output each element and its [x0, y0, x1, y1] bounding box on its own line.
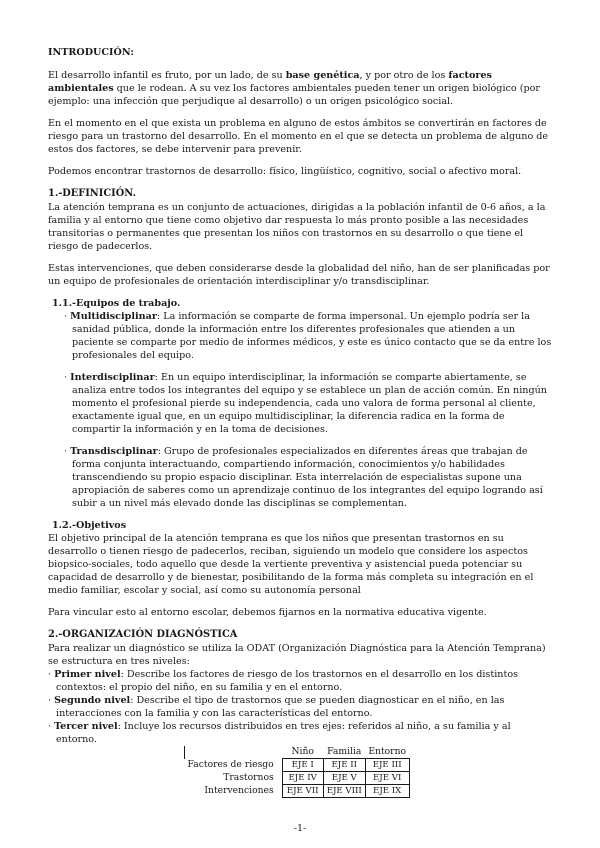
intro-paragraph-1: El desarrollo infantil es fruto, por un lado, de su base genética, y por otro de los factores ambientales que le rodean. A su vez los factores ambientales pueden tener un origen biológico (por ejemplo: una infección que perjudique al desarrollo) o un origen psicológico social. [48, 70, 540, 107]
table-cell: EJE VIII [323, 785, 365, 798]
intro-paragraph-3: Podemos encontrar trastornos de desarrollo: físico, lingüístico, cognitivo, social o afectivo moral. [48, 166, 522, 177]
table-cell: EJE IV [282, 772, 323, 785]
section-heading-organizacion: 2.-ORGANIZACIÓN DIAGNÓSTICA [48, 629, 238, 640]
list-item: · Tercer nivel: Incluye los recursos distribuidos en tres ejes: referidos al niño, a su familia y al entorno. [48, 721, 511, 745]
section-heading-definicion: 1.-DEFINICIÓN. [48, 188, 136, 199]
page-number: -1- [293, 823, 307, 834]
table-cell: EJE III [365, 759, 409, 772]
table-row [185, 759, 410, 772]
column-header: Entorno [368, 746, 407, 757]
table-cell: EJE VII [282, 785, 323, 798]
list-item: · Primer nivel: Describe los factores de riesgo de los trastornos en el desarrollo en los distintos contextos: el propio del niño, en su familia y en el entorno. [48, 669, 519, 693]
list-item: · Interdisciplinar: En un equipo interdisciplinar, la información se comparte abiertamente, se analiza entre todos los integrantes del equipo y se establece un plan de acción común. En ningún momento el profesional pierde su independencia, cada uno valora de forma personal al cliente, exactamente igual que, en un equipo multidisciplinar, la diferencia radica en la forma de compartir la información y en la toma de decisiones. [64, 372, 547, 435]
list-item: · Multidisciplinar: La información se comparte de forma impersonal. Un ejemplo podría ser la sanidad pública, donde la información entre los diferentes profesionales que atienden a un paciente se comparte por medio de informes médicos, y este es único contacto que se da entre los profesionales del equipo. [64, 311, 552, 361]
objetivos-paragraph-1: El objetivo principal de la atención temprana es que los niños que presentan trastornos en su desarrollo o tienen riesgo de padecerlos, reciban, siguiendo un modelo que considere los aspectos biopsico-sociales, todo aquello que desde la vertiente preventiva y asistencial pueda potenciar su capacidad de desarrollo y de bienestar, posibilitando de la forma más completa su integración en el medio familiar, escolar y social, así como su autonomía personal [48, 533, 534, 596]
table-header-row [185, 746, 410, 759]
table-cell: EJE VI [365, 772, 409, 785]
subsection-heading-equipos: 1.1.-Equipos de trabajo. [52, 298, 181, 309]
row-header: Factores de riesgo [187, 759, 274, 770]
document-content [48, 46, 552, 798]
list-item: · Segundo nivel: Describe el tipo de trastornos que se pueden diagnosticar en el niño, en las interacciones con la familia y con las características del entorno. [48, 695, 505, 719]
organizacion-paragraph-1: Para realizar un diagnóstico se utiliza la ODAT (Organización Diagnóstica para la Atención Temprana) se estructura en tres niveles: [48, 643, 546, 667]
row-header: Trastornos [223, 772, 274, 783]
list-item: · Transdisciplinar: Grupo de profesionales especializados en diferentes áreas que trabajan de forma conjunta interactuando, compartiendo información, conocimientos y/o habilidades transcendiendo su propio espacio disciplinar. Esta interrelación de especialistas supone una apropiación de saberes como un aprendizaje continuo de los integrantes del equipo logrando así subir a un nivel más elevado donde las disciplinas se complementan. [64, 446, 543, 509]
definicion-paragraph-2: Estas intervenciones, que deben considerarse desde la globalidad del niño, han de ser planificadas por un equipo de profesionales de orientación interdisciplinar y/o transdisciplinar. [48, 263, 550, 287]
odat-table [184, 746, 410, 798]
objetivos-paragraph-2: Para vincular esto al entorno escolar, debemos fijarnos en la normativa educativa vigente. [48, 607, 487, 618]
intro-paragraph-2: En el momento en el que exista un problema en alguno de estos ámbitos se convertirán en factores de riesgo para un trastorno del desarrollo. En el momento en el que se detecta un problema de alguno de estos dos factores, se debe intervenir para prevenir. [48, 118, 549, 155]
intro-heading: INTRODUCIÓN: [48, 47, 134, 58]
bold-term: base genética [285, 70, 360, 81]
table-cell: EJE I [282, 759, 323, 772]
row-header: Intervenciones [204, 785, 274, 796]
table-row [185, 772, 410, 785]
table-row [185, 785, 410, 798]
bold-term: factores ambientales [48, 70, 492, 94]
table-cell: EJE IX [365, 785, 409, 798]
table-cell: EJE II [323, 759, 365, 772]
table-corner [185, 746, 283, 759]
column-header: Niño [291, 746, 314, 757]
column-header: Familia [327, 746, 362, 757]
subsection-heading-objetivos: 1.2.-Objetivos [52, 520, 127, 531]
definicion-paragraph-1: La atención temprana es un conjunto de actuaciones, dirigidas a la población infantil de 0-6 años, a la familia y al entorno que tiene como objetivo dar respuesta lo más pronto posible a las necesidades transitorias o permanentes que presentan los niños con trastornos en su desarrollo o que tiene el riesgo de padecerlos. [48, 202, 546, 252]
table-cell: EJE V [323, 772, 365, 785]
